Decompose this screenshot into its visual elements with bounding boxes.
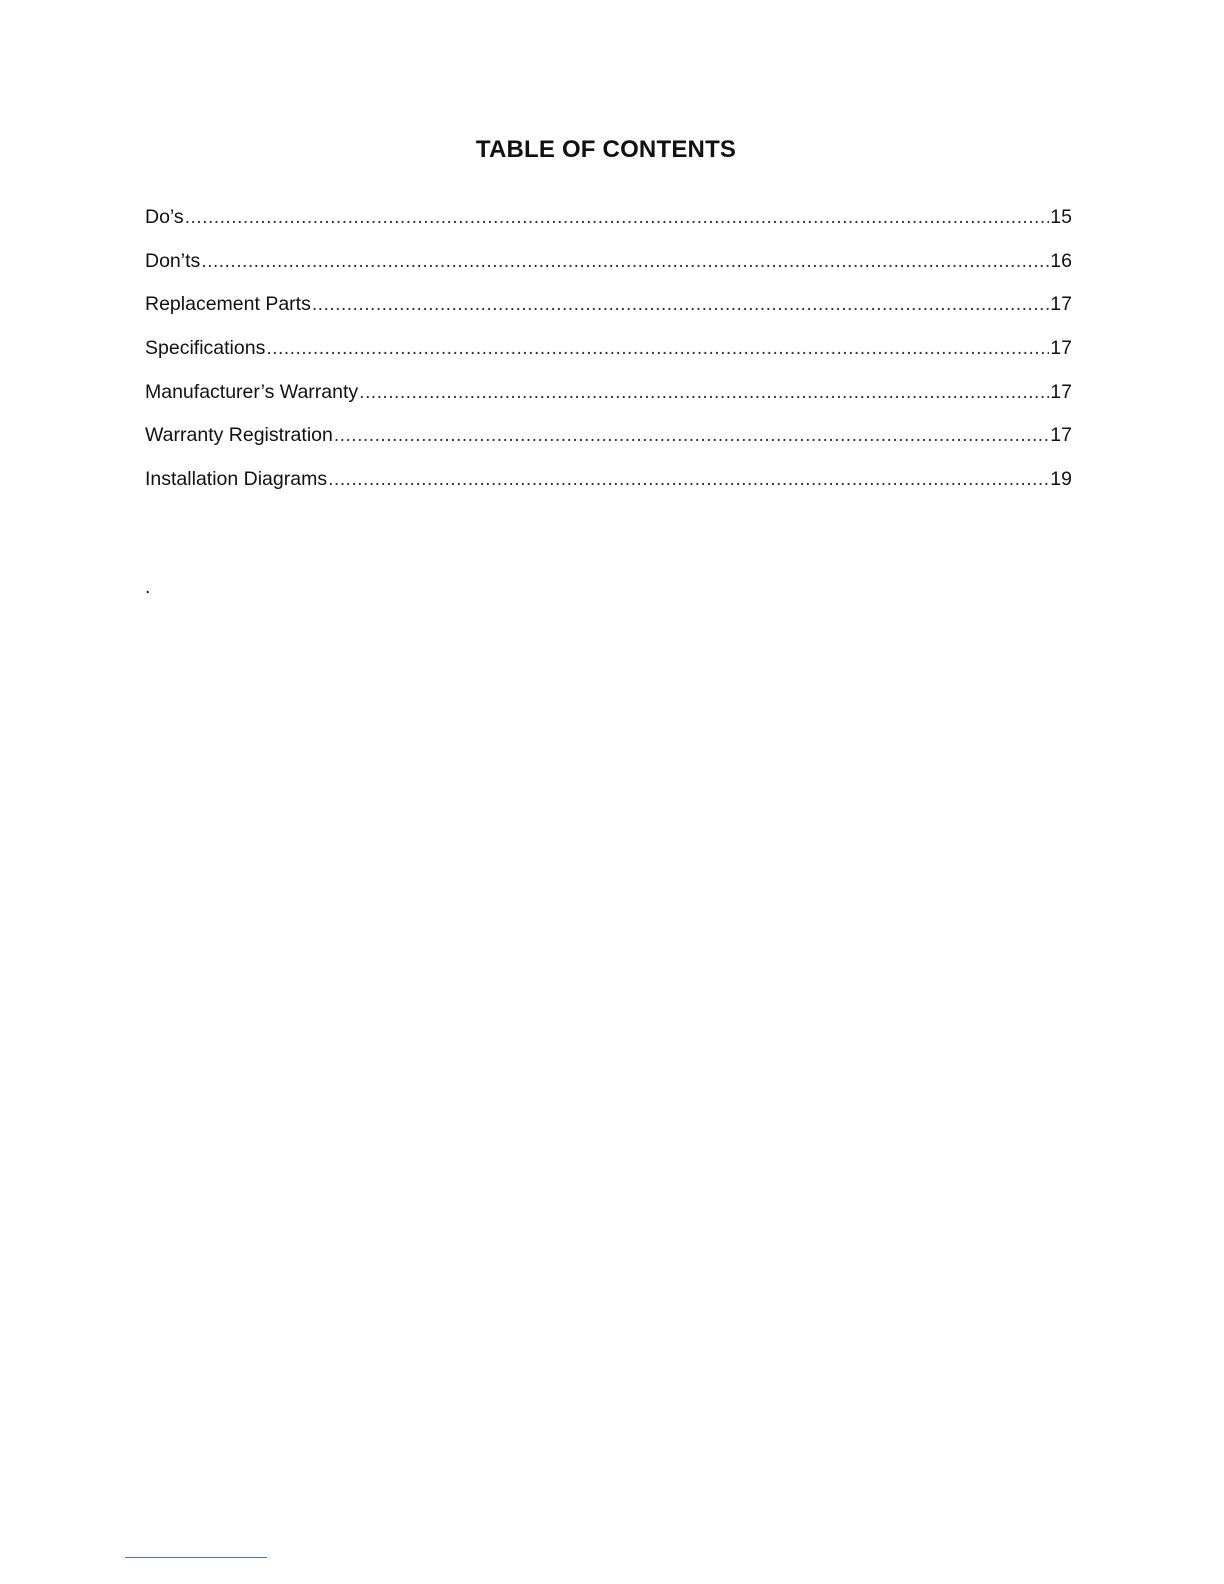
toc-dot-leader <box>266 333 1049 363</box>
toc-entry[interactable] <box>145 333 1072 377</box>
toc-dot-leader <box>201 246 1049 276</box>
footnote-separator-rule <box>125 1557 267 1558</box>
toc-entry-label: Manufacturer’s Warranty <box>145 380 359 403</box>
toc-entry-page: 17 <box>1050 380 1072 403</box>
stray-period: . <box>145 577 151 598</box>
toc-dot-leader <box>359 377 1049 407</box>
toc-entry[interactable] <box>145 246 1072 290</box>
toc-list <box>145 202 1072 508</box>
toc-entry-page: 17 <box>1050 293 1072 316</box>
toc-dot-leader <box>334 420 1049 450</box>
toc-entry-page: 16 <box>1050 249 1072 272</box>
toc-dot-leader <box>312 289 1049 319</box>
toc-entry-page: 19 <box>1050 468 1072 491</box>
toc-entry-label: Warranty Registration <box>145 424 333 447</box>
toc-entry[interactable] <box>145 420 1072 464</box>
toc-entry[interactable] <box>145 377 1072 421</box>
toc-entry-label: Don’ts <box>145 249 201 272</box>
toc-entry-label: Replacement Parts <box>145 293 311 316</box>
toc-dot-leader <box>185 202 1050 232</box>
toc-entry[interactable] <box>145 464 1072 508</box>
toc-entry[interactable] <box>145 202 1072 246</box>
toc-entry-page: 15 <box>1050 206 1072 228</box>
page-title: TABLE OF CONTENTS <box>475 136 737 163</box>
toc-entry-page: 17 <box>1050 337 1072 360</box>
toc-entry-label: Installation Diagrams <box>145 468 328 491</box>
toc-entry-label: Do’s <box>145 206 184 228</box>
toc-entry-label: Specifications <box>145 337 266 360</box>
toc-dot-leader <box>328 464 1049 494</box>
toc-entry-page: 17 <box>1050 424 1072 447</box>
toc-entry[interactable] <box>145 289 1072 333</box>
